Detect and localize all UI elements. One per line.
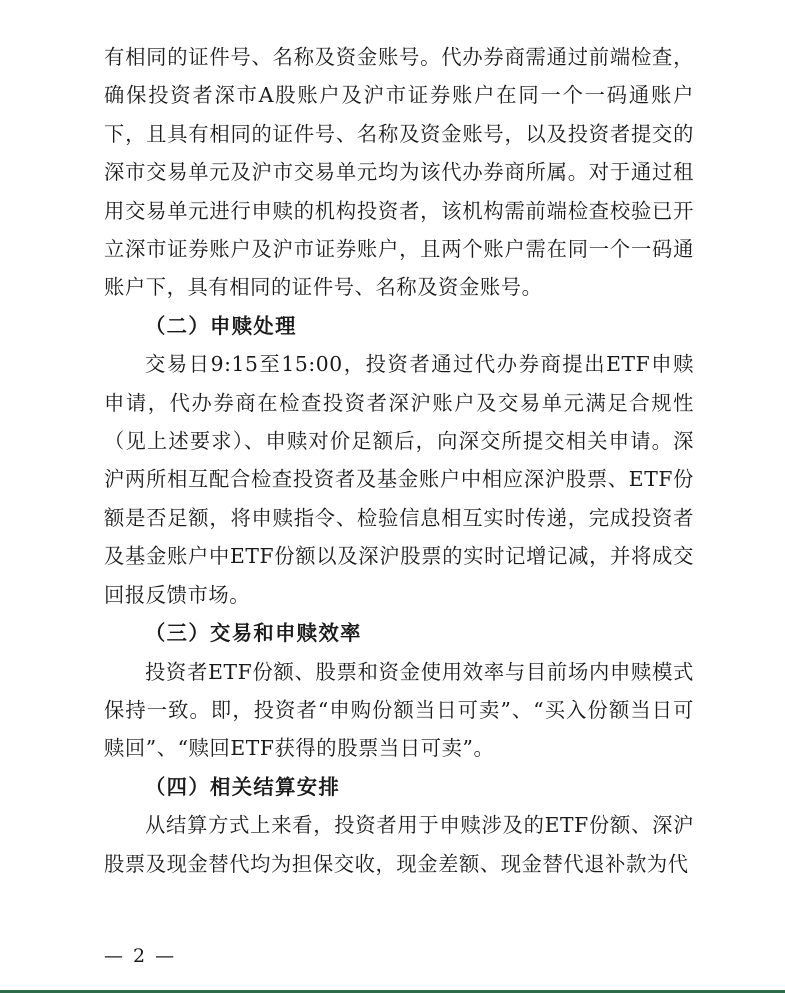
paragraph-1: 有相同的证件号、名称及资金账号。代办券商需通过前端检查，确保投资者深市A股账户及沪市证券账户在同一个一码通账户下，且具有相同的证件号、名称及资金账号，以及投资者提交的深市交易单元及沪市交易单元均为该代办券商所属。对于通过租用交易单元进行申赎的机构投资者，该机构需前端检查校验已开立深市证券账户及沪市证券账户，且两个账户需在同一个一码通账户下，具有相同的证件号、名称及资金账号。 — [104, 45, 694, 300]
page-number: — 2 — — [104, 945, 177, 967]
paragraph-4: 从结算方式上来看，投资者用于申赎涉及的ETF份额、深沪股票及现金替代均为担保交收，现金差额、现金替代退补款为代 — [104, 813, 694, 876]
section-heading-4: （四）相关结算安排 — [145, 774, 341, 799]
document-body — [104, 38, 694, 883]
section-heading-2: （二）申赎处理 — [145, 313, 297, 338]
section-heading-3: （三）交易和申赎效率 — [145, 621, 362, 646]
paragraph-2: 交易日9:15至15:00，投资者通过代办券商提出ETF申赎申请，代办券商在检查投资者深沪账户及交易单元满足合规性（见上述要求）、申赎对价足额后，向深交所提交相关申请。深沪两所相互配合检查投资者及基金账户中相应深沪股票、ETF份额是否足额，将申赎指令、检验信息相互实时传递，完成投资者及基金账户中ETF份额以及深沪股票的实时记增记减，并将成交回报反馈市场。 — [104, 352, 694, 607]
paragraph-3: 投资者ETF份额、股票和资金使用效率与目前场内申赎模式保持一致。即，投资者“申购份额当日可卖”、“买入份额当日可赎回”、“赎回ETF获得的股票当日可卖”。 — [104, 659, 694, 761]
